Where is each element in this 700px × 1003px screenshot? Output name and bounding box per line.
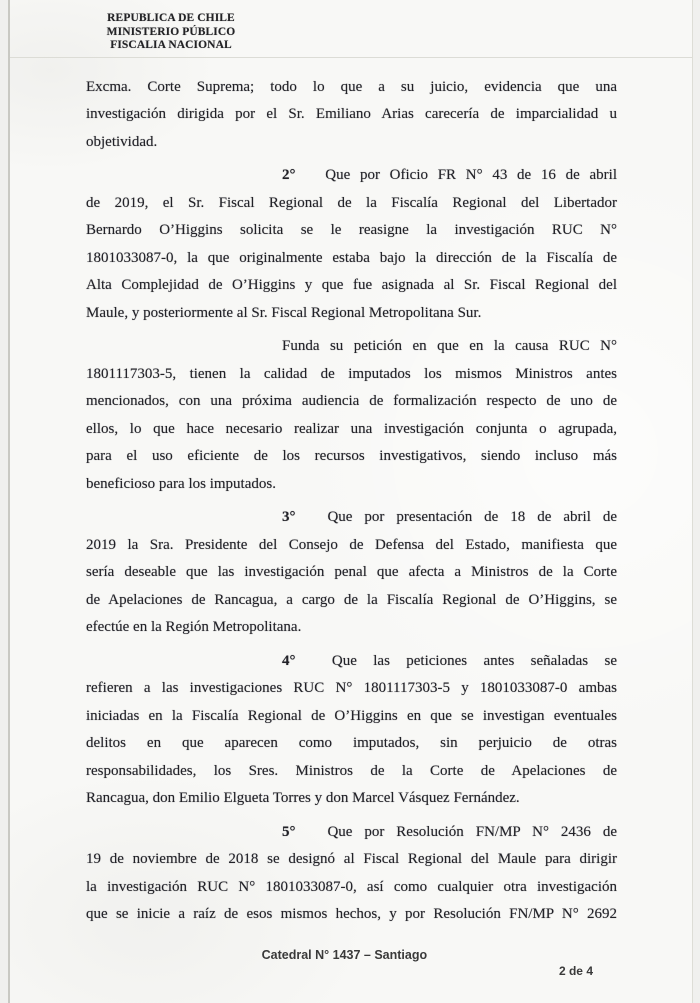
text-line: Rancagua, don Emilio Elgueta Torres y don Marcel Vásquez Fernández. <box>86 790 520 806</box>
paragraph-number: 2° <box>282 167 296 183</box>
text-line: de Apelaciones de Rancagua, a cargo de la Fiscalía Regional de O’Higgins, se <box>86 591 617 608</box>
line-text: Que por Oficio FR N° 43 de 16 de abril <box>325 167 618 183</box>
text-line: Alta Complejidad de O’Higgins y que fue asignada al Sr. Fiscal Regional del <box>86 277 617 293</box>
text-line <box>86 504 617 532</box>
letterhead-office: FISCALIA NACIONAL <box>110 39 232 51</box>
line-text: Que por Resolución FN/MP N° 2436 de <box>327 823 617 840</box>
text-line: iniciadas en la Fiscalía Regional de O’Higgins en que se investigan eventuales <box>86 707 617 724</box>
text-line <box>86 819 617 847</box>
text-line: Bernardo O’Higgins solicita se le reasigne la investigación RUC N° <box>86 222 617 238</box>
page-content <box>10 0 692 1003</box>
paragraph-5 <box>86 819 617 929</box>
letterhead <box>94 12 248 53</box>
text-line: mencionados, con una próxima audiencia de formalización respecto de uno de <box>86 393 617 409</box>
letterhead-institution: MINISTERIO PÚBLICO <box>106 25 236 38</box>
paragraph-2 <box>86 162 617 327</box>
text-line: ellos, lo que hace necesario realizar una investigación conjunta o agrupada, <box>86 420 617 437</box>
text-line: 2019 la Sra. Presidente del Consejo de Defensa del Estado, manifiesta que <box>86 536 617 553</box>
paragraph-funda <box>86 333 617 498</box>
text-line: 1801033087-0, la que originalmente estaba bajo la dirección de la Fiscalía de <box>86 249 617 266</box>
text-line: beneficioso para los imputados. <box>86 475 276 492</box>
text-line: Funda su petición en que en la causa RUC N° <box>282 338 617 354</box>
line-text: Que las peticiones antes señaladas se <box>331 652 617 669</box>
text-line: 19 de noviembre de 2018 se designó al Fiscal Regional del Maule para dirigir <box>86 851 617 867</box>
line-text: Que por presentación de 18 de abril de <box>327 509 617 525</box>
text-line: la investigación RUC N° 1801033087-0, así como cualquier otra investigación <box>86 878 617 895</box>
text-line: de 2019, el Sr. Fiscal Regional de la Fiscalía Regional del Libertador <box>86 194 617 211</box>
text-line: sería deseable que las investigación penal que afecta a Ministros de la Corte <box>86 564 617 580</box>
text-line: para el uso eficiente de los recursos investigativos, siendo incluso más <box>86 448 617 464</box>
text-line: Maule, y posteriormente al Sr. Fiscal Regional Metropolitana Sur. <box>86 304 482 321</box>
paragraph-4 <box>86 648 617 813</box>
text-line: refieren a las investigaciones RUC N° 1801117303-5 y 1801033087-0 ambas <box>86 680 617 696</box>
text-line: efectúe en la Región Metropolitana. <box>86 619 302 635</box>
paragraph-3 <box>86 504 617 642</box>
text-line: objetividad. <box>86 133 158 150</box>
footer-address: Catedral N° 1437 – Santiago <box>261 948 428 962</box>
text-line: que se inicie a raíz de esos mismos hechos, y por Resolución FN/MP N° 2692 <box>86 906 617 922</box>
text-line: investigación dirigida por el Sr. Emiliano Arias carecería de imparcialidad u <box>86 106 617 122</box>
text-line <box>86 648 617 676</box>
paragraph-number: 3° <box>282 509 296 525</box>
paragraph-intro <box>86 74 617 157</box>
paragraph-number: 4° <box>282 652 296 669</box>
text-line: responsabilidades, los Sres. Ministros de la Corte de Apelaciones de <box>86 762 617 779</box>
text-line <box>86 162 617 190</box>
page-number: 2 de 4 <box>558 964 593 978</box>
document-page <box>8 0 693 1003</box>
document-body <box>86 74 617 929</box>
text-line: Excma. Corte Suprema; todo lo que a su juicio, evidencia que una <box>86 78 617 95</box>
text-line: delitos en que aparecen como imputados, sin perjuicio de otras <box>86 735 617 751</box>
letterhead-country: REPUBLICA DE CHILE <box>107 12 235 24</box>
text-line: 1801117303-5, tienen la calidad de imputados los mismos Ministros antes <box>86 365 617 382</box>
paragraph-number: 5° <box>282 823 296 840</box>
